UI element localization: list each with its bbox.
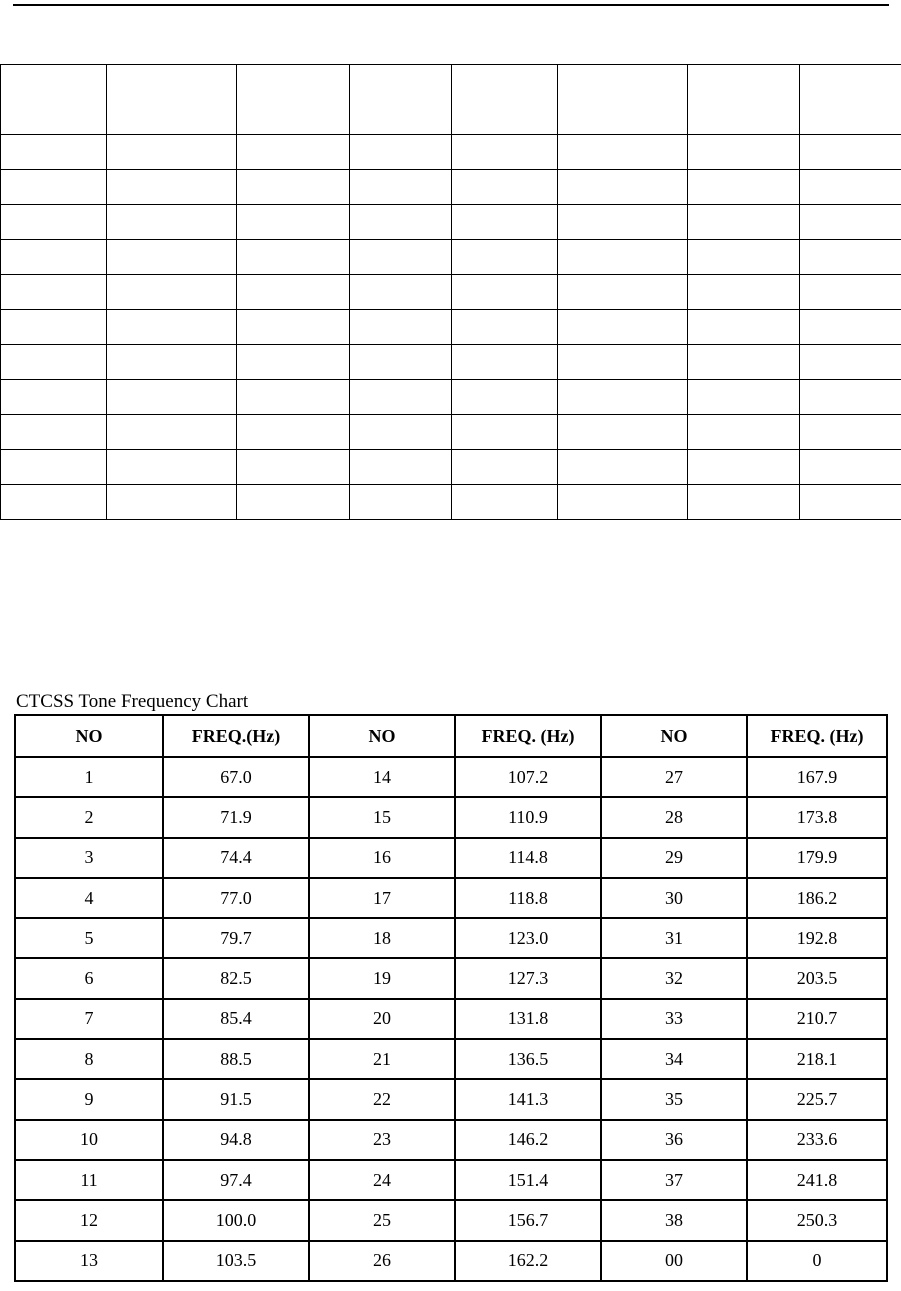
no-cell: 35 [601, 1079, 747, 1119]
freq-cell: 110.9 [455, 797, 601, 837]
freq-cell: 233.6 [747, 1120, 887, 1160]
blank-cell [350, 65, 452, 135]
no-cell: 33 [601, 999, 747, 1039]
blank-cell [558, 310, 688, 345]
blank-cell [237, 485, 350, 520]
blank-cell [452, 310, 558, 345]
blank-cell [1, 205, 107, 240]
blank-cell [800, 450, 901, 485]
blank-cell [1, 380, 107, 415]
blank-row [1, 380, 901, 415]
blank-cell [452, 170, 558, 205]
blank-cell [800, 415, 901, 450]
freq-cell: 114.8 [455, 838, 601, 878]
freq-cell: 192.8 [747, 918, 887, 958]
no-cell: 19 [309, 958, 455, 998]
table-row [15, 1039, 887, 1079]
blank-cell [107, 310, 237, 345]
blank-cell [688, 485, 800, 520]
freq-cell: 118.8 [455, 878, 601, 918]
no-cell: 38 [601, 1200, 747, 1240]
blank-cell [1, 170, 107, 205]
blank-form-table [0, 64, 901, 520]
table-header-row [15, 715, 887, 757]
freq-cell: 77.0 [163, 878, 309, 918]
freq-cell: 85.4 [163, 999, 309, 1039]
freq-cell: 141.3 [455, 1079, 601, 1119]
blank-cell [107, 135, 237, 170]
freq-cell: 127.3 [455, 958, 601, 998]
no-cell: 15 [309, 797, 455, 837]
table-row [15, 1200, 887, 1240]
blank-row [1, 205, 901, 240]
blank-cell [452, 275, 558, 310]
blank-cell [800, 485, 901, 520]
blank-cell [107, 205, 237, 240]
blank-cell [350, 170, 452, 205]
blank-row [1, 450, 901, 485]
blank-cell [688, 450, 800, 485]
table-row [15, 918, 887, 958]
table-row [15, 757, 887, 797]
blank-cell [688, 310, 800, 345]
freq-cell: 82.5 [163, 958, 309, 998]
blank-cell [237, 450, 350, 485]
blank-cell [452, 205, 558, 240]
blank-cell [558, 240, 688, 275]
freq-cell: 173.8 [747, 797, 887, 837]
chart-caption: CTCSS Tone Frequency Chart [16, 691, 249, 712]
blank-cell [350, 345, 452, 380]
table-row [15, 1120, 887, 1160]
blank-cell [107, 65, 237, 135]
freq-cell: 203.5 [747, 958, 887, 998]
no-cell: 00 [601, 1241, 747, 1281]
blank-cell [800, 65, 901, 135]
blank-cell [350, 205, 452, 240]
blank-cell [558, 275, 688, 310]
blank-cell [688, 275, 800, 310]
no-cell: 16 [309, 838, 455, 878]
blank-cell [237, 380, 350, 415]
blank-cell [558, 345, 688, 380]
freq-cell: 151.4 [455, 1160, 601, 1200]
no-cell: 20 [309, 999, 455, 1039]
no-cell: 11 [15, 1160, 163, 1200]
blank-cell [107, 275, 237, 310]
no-cell: 3 [15, 838, 163, 878]
freq-cell: 131.8 [455, 999, 601, 1039]
header-freq-3: FREQ. (Hz) [747, 715, 887, 757]
freq-cell: 71.9 [163, 797, 309, 837]
blank-cell [350, 310, 452, 345]
blank-cell [452, 415, 558, 450]
freq-cell: 250.3 [747, 1200, 887, 1240]
freq-cell: 156.7 [455, 1200, 601, 1240]
blank-row [1, 135, 901, 170]
blank-cell [350, 240, 452, 275]
blank-cell [452, 135, 558, 170]
no-cell: 1 [15, 757, 163, 797]
blank-cell [107, 485, 237, 520]
no-cell: 29 [601, 838, 747, 878]
blank-cell [800, 345, 901, 380]
freq-cell: 79.7 [163, 918, 309, 958]
blank-cell [237, 205, 350, 240]
blank-cell [237, 135, 350, 170]
no-cell: 21 [309, 1039, 455, 1079]
blank-cell [558, 485, 688, 520]
blank-cell [107, 415, 237, 450]
blank-cell [350, 450, 452, 485]
blank-cell [800, 170, 901, 205]
blank-cell [452, 485, 558, 520]
blank-cell [800, 310, 901, 345]
table-row [15, 999, 887, 1039]
freq-cell: 146.2 [455, 1120, 601, 1160]
blank-cell [800, 275, 901, 310]
table-row [15, 1241, 887, 1281]
header-freq-1: FREQ.(Hz) [163, 715, 309, 757]
blank-cell [107, 345, 237, 380]
blank-cell [350, 135, 452, 170]
no-cell: 7 [15, 999, 163, 1039]
freq-cell: 100.0 [163, 1200, 309, 1240]
header-no-2: NO [309, 715, 455, 757]
no-cell: 27 [601, 757, 747, 797]
no-cell: 2 [15, 797, 163, 837]
no-cell: 5 [15, 918, 163, 958]
blank-row [1, 345, 901, 380]
blank-cell [558, 170, 688, 205]
blank-cell [558, 135, 688, 170]
blank-cell [800, 380, 901, 415]
freq-cell: 74.4 [163, 838, 309, 878]
blank-row [1, 485, 901, 520]
no-cell: 17 [309, 878, 455, 918]
freq-cell: 0 [747, 1241, 887, 1281]
blank-cell [452, 240, 558, 275]
no-cell: 8 [15, 1039, 163, 1079]
blank-cell [107, 170, 237, 205]
no-cell: 26 [309, 1241, 455, 1281]
blank-cell [558, 450, 688, 485]
blank-cell [688, 135, 800, 170]
header-freq-2: FREQ. (Hz) [455, 715, 601, 757]
blank-cell [452, 450, 558, 485]
blank-cell [1, 135, 107, 170]
ctcss-tone-table [14, 714, 888, 1282]
freq-cell: 136.5 [455, 1039, 601, 1079]
blank-cell [558, 65, 688, 135]
blank-header-row [1, 65, 901, 135]
no-cell: 32 [601, 958, 747, 998]
blank-cell [688, 380, 800, 415]
no-cell: 13 [15, 1241, 163, 1281]
blank-cell [1, 65, 107, 135]
blank-cell [688, 170, 800, 205]
blank-cell [350, 485, 452, 520]
freq-cell: 179.9 [747, 838, 887, 878]
freq-cell: 94.8 [163, 1120, 309, 1160]
no-cell: 12 [15, 1200, 163, 1240]
blank-cell [558, 380, 688, 415]
freq-cell: 162.2 [455, 1241, 601, 1281]
no-cell: 14 [309, 757, 455, 797]
blank-row [1, 275, 901, 310]
freq-cell: 218.1 [747, 1039, 887, 1079]
blank-cell [237, 415, 350, 450]
no-cell: 37 [601, 1160, 747, 1200]
blank-cell [237, 65, 350, 135]
blank-cell [237, 170, 350, 205]
blank-cell [688, 345, 800, 380]
blank-cell [350, 275, 452, 310]
blank-cell [800, 205, 901, 240]
table-row [15, 878, 887, 918]
header-no-1: NO [15, 715, 163, 757]
freq-cell: 186.2 [747, 878, 887, 918]
blank-row [1, 415, 901, 450]
header-rule [13, 4, 889, 6]
no-cell: 6 [15, 958, 163, 998]
no-cell: 30 [601, 878, 747, 918]
blank-cell [237, 275, 350, 310]
no-cell: 28 [601, 797, 747, 837]
freq-cell: 241.8 [747, 1160, 887, 1200]
no-cell: 25 [309, 1200, 455, 1240]
no-cell: 22 [309, 1079, 455, 1119]
header-no-3: NO [601, 715, 747, 757]
blank-cell [237, 240, 350, 275]
blank-cell [1, 485, 107, 520]
freq-cell: 67.0 [163, 757, 309, 797]
blank-cell [688, 240, 800, 275]
freq-cell: 97.4 [163, 1160, 309, 1200]
freq-cell: 107.2 [455, 757, 601, 797]
blank-cell [452, 380, 558, 415]
blank-cell [1, 415, 107, 450]
no-cell: 34 [601, 1039, 747, 1079]
no-cell: 4 [15, 878, 163, 918]
blank-cell [1, 345, 107, 380]
no-cell: 31 [601, 918, 747, 958]
blank-row [1, 310, 901, 345]
blank-cell [688, 205, 800, 240]
blank-cell [1, 240, 107, 275]
blank-cell [350, 380, 452, 415]
blank-cell [1, 275, 107, 310]
blank-cell [237, 345, 350, 380]
blank-cell [1, 310, 107, 345]
blank-row [1, 240, 901, 275]
no-cell: 10 [15, 1120, 163, 1160]
blank-cell [558, 205, 688, 240]
blank-cell [558, 415, 688, 450]
blank-cell [107, 380, 237, 415]
freq-cell: 210.7 [747, 999, 887, 1039]
no-cell: 9 [15, 1079, 163, 1119]
no-cell: 23 [309, 1120, 455, 1160]
table-row [15, 1079, 887, 1119]
table-row [15, 1160, 887, 1200]
blank-cell [688, 65, 800, 135]
blank-cell [800, 240, 901, 275]
table-row [15, 838, 887, 878]
blank-cell [107, 240, 237, 275]
no-cell: 18 [309, 918, 455, 958]
freq-cell: 167.9 [747, 757, 887, 797]
blank-cell [688, 415, 800, 450]
blank-cell [452, 345, 558, 380]
no-cell: 36 [601, 1120, 747, 1160]
freq-cell: 225.7 [747, 1079, 887, 1119]
freq-cell: 88.5 [163, 1039, 309, 1079]
freq-cell: 123.0 [455, 918, 601, 958]
table-row [15, 958, 887, 998]
no-cell: 24 [309, 1160, 455, 1200]
blank-cell [350, 415, 452, 450]
blank-cell [107, 450, 237, 485]
blank-cell [800, 135, 901, 170]
freq-cell: 103.5 [163, 1241, 309, 1281]
freq-cell: 91.5 [163, 1079, 309, 1119]
blank-cell [237, 310, 350, 345]
table-row [15, 797, 887, 837]
blank-cell [452, 65, 558, 135]
blank-row [1, 170, 901, 205]
blank-cell [1, 450, 107, 485]
